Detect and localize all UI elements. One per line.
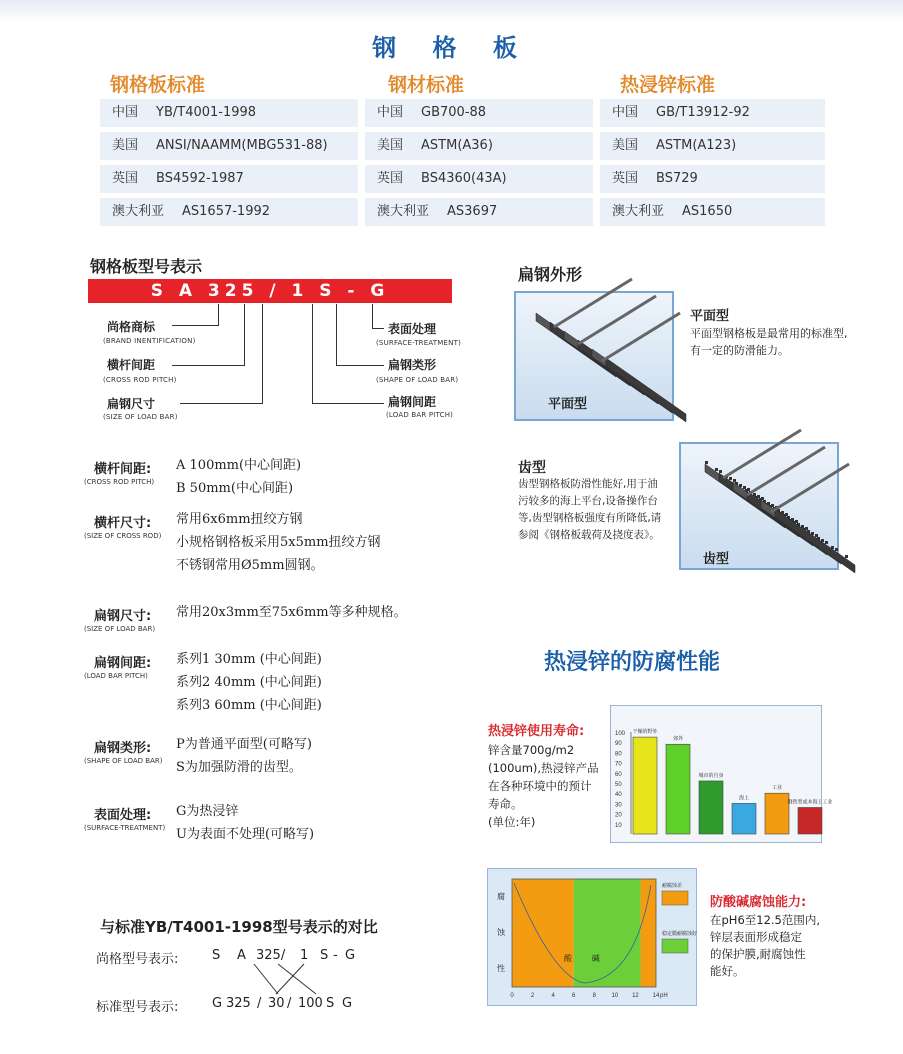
def-value: U为表面不处理(可略写) [176, 827, 315, 842]
bar-tooth [719, 470, 722, 473]
y-tick-label: 40 [615, 792, 622, 799]
code-part: / [287, 996, 292, 1011]
def-sub: (SHAPE OF LOAD BAR) [84, 757, 163, 765]
x-tick-label: 8 [592, 993, 596, 999]
std-code: ANSI/NAAMM(MBG531-88) [156, 138, 328, 153]
label-size-en: (SIZE OF LOAD BAR) [103, 413, 178, 421]
label-surface: 表面处理 [388, 322, 437, 336]
cross-rod [602, 313, 680, 361]
code-part: S [326, 996, 335, 1011]
top-band [0, 0, 903, 22]
code-part: 100 [298, 996, 323, 1011]
legend-label: 耐腐蚀差 [662, 883, 683, 889]
std-code: AS3697 [447, 204, 498, 219]
acid-line: 在pH6至12.5范围内, [710, 913, 821, 927]
bar-label: 海上 [738, 795, 750, 802]
load-bar [606, 358, 686, 422]
def-label: 表面处理: [94, 808, 152, 823]
ph-chart-svg [488, 869, 696, 1005]
life-line: 在各种环境中的预计 [488, 779, 592, 793]
std-country: 英国 [612, 171, 639, 186]
def-label: 扁钢间距: [94, 656, 152, 671]
bar-tooth [845, 555, 848, 558]
def-value: 系列2 40mm (中心间距) [176, 675, 322, 690]
std-row [600, 99, 825, 127]
tooth-image-frame [679, 442, 839, 570]
std-row [365, 132, 593, 160]
bar-tooth [761, 497, 764, 500]
flat-image-frame [514, 291, 674, 421]
std-code: ASTM(A36) [421, 138, 493, 153]
std-col-title-steel: 钢材标准 [388, 74, 465, 96]
std-row [600, 198, 825, 226]
cross-rod [747, 447, 825, 495]
std-country: 英国 [112, 171, 139, 186]
y-tick-label: 100 [615, 731, 626, 737]
def-sub: (SURFACE-TREATMENT) [84, 824, 166, 832]
def-value: B 50mm(中心间距) [176, 481, 294, 496]
def-value: 不锈钢常用Ø5mm圆钢。 [176, 558, 324, 573]
label-shape-en: (SHAPE OF LOAD BAR) [376, 376, 459, 384]
code-part: 30 [268, 996, 285, 1011]
code-part: G [345, 948, 356, 963]
zone-label: 碱 [591, 954, 600, 963]
x-tick-label: 10 [611, 993, 619, 999]
std-country: 中国 [377, 105, 404, 120]
std-col-title-grating: 钢格板标准 [110, 74, 206, 96]
std-row [100, 132, 358, 160]
std-code: GB700-88 [421, 105, 487, 120]
label-pitch-en: (LOAD BAR PITCH) [386, 411, 454, 419]
acid-title: 防酸碱腐蚀能力: [710, 895, 807, 910]
y-tick-label: 30 [615, 802, 622, 809]
bar-tooth [757, 495, 760, 498]
legend-swatch [662, 891, 688, 905]
std-row [600, 165, 825, 193]
std-row [600, 132, 825, 160]
def-value: S为加强防滑的齿型。 [176, 760, 302, 775]
bar [699, 781, 723, 834]
def-sub: (SIZE OF CROSS ROD) [84, 532, 162, 540]
flat-desc: 平面型钢格板是最常用的标准型,有一定的防滑能力。 [690, 327, 848, 357]
x-tick-label: 12 [632, 993, 639, 999]
flatbar-heading: 扁钢外形 [518, 265, 583, 284]
comparison-row2-label: 标准型号表示: [96, 1000, 179, 1015]
bar-tooth [815, 534, 818, 537]
def-value: P为普通平面型(可略写) [176, 737, 312, 752]
label-brand: 尚格商标 [107, 320, 156, 334]
legend-swatch [662, 939, 688, 953]
code-part: - [333, 948, 338, 963]
label-surface-en: (SURFACE-TREATMENT) [376, 339, 461, 347]
bar-tooth [771, 504, 774, 507]
x-tick-label: 6 [572, 993, 576, 999]
std-code: BS4592-1987 [156, 171, 244, 186]
anticorrosion-heading: 热浸锌的防腐性能 [544, 650, 721, 675]
std-code: AS1657-1992 [182, 204, 271, 219]
std-code: GB/T13912-92 [656, 105, 750, 120]
bar-tooth [729, 477, 732, 480]
def-value: G为热浸锌 [176, 804, 239, 819]
stable-zone [574, 879, 641, 987]
def-sub: (LOAD BAR PITCH) [84, 672, 148, 680]
def-value: A 100mm(中心间距) [176, 458, 302, 473]
flat-caption: 平面型 [548, 397, 588, 412]
std-country: 澳大利亚 [377, 204, 430, 219]
code-part: S [212, 948, 221, 963]
std-col-title-galv: 热浸锌标准 [620, 74, 716, 96]
std-country: 中国 [612, 105, 639, 120]
bar-tooth [705, 461, 708, 464]
cross-rod [723, 430, 801, 478]
life-line: 锌含量700g/m2 [488, 743, 575, 757]
y-tick-label: 20 [615, 812, 622, 819]
y-tick-label: 50 [615, 782, 622, 788]
x-tick-label: 14 [652, 993, 660, 999]
y-tick-label: 60 [615, 771, 622, 778]
comparison-heading: 与标准YB/T4001-1998型号表示的对比 [100, 918, 378, 936]
bar-label: 工业 [771, 785, 783, 792]
life-title: 热浸锌使用寿命: [488, 724, 585, 739]
bar-tooth [747, 488, 750, 491]
cross-rod [554, 279, 632, 327]
y-axis-char: 腐 [497, 892, 505, 901]
code-part: 325 [226, 996, 251, 1011]
bar-tooth [795, 520, 798, 523]
acid-line: 的保护膜,耐腐蚀性 [710, 947, 806, 961]
life-chart-svg [611, 706, 833, 842]
y-tick-label: 10 [615, 822, 622, 829]
y-tick-label: 70 [615, 761, 622, 768]
label-brand-en: (BRAND INENTIFICATION) [103, 337, 196, 345]
x-axis-label: pH [660, 993, 668, 999]
code-part: G [212, 996, 223, 1011]
bar-tooth [825, 541, 828, 544]
std-country: 美国 [377, 138, 404, 153]
cross-rod [578, 296, 656, 344]
flat-title: 平面型 [690, 309, 730, 324]
acid-line: 能好。 [710, 964, 745, 978]
life-line: 寿命。 [488, 797, 523, 811]
bar [798, 807, 822, 834]
def-value: 系列3 60mm (中心间距) [176, 698, 322, 713]
model-code-bar: S A 325 / 1 S - G [88, 279, 452, 303]
tooth-caption: 齿型 [703, 552, 730, 567]
label-cross: 横杆间距 [107, 358, 156, 372]
load-bar [775, 509, 855, 573]
life-line: (100um),热浸锌产品 [488, 761, 599, 775]
code-part: G [342, 996, 353, 1011]
std-row [365, 165, 593, 193]
cross-rod [771, 464, 849, 512]
std-code: ASTM(A123) [656, 138, 737, 153]
ph-chart [487, 868, 697, 1006]
bar-label: 郊外 [672, 736, 684, 743]
bar-label: 干燥的野外 [632, 729, 658, 736]
label-shape: 扁钢类形 [388, 358, 437, 372]
def-value: 常用6x6mm扭绞方钢 [176, 512, 303, 527]
y-axis-char: 蚀 [497, 928, 505, 937]
tooth-title: 齿型 [518, 460, 546, 476]
bar-tooth [805, 527, 808, 530]
y-axis-char: 性 [497, 964, 505, 973]
bar [732, 803, 756, 834]
code-part: 1 [300, 948, 309, 963]
bar-tooth [715, 468, 718, 471]
std-row [100, 198, 358, 226]
model-heading: 钢格板型号表示 [90, 257, 203, 276]
x-tick-label: 0 [510, 993, 514, 999]
bar-label: 钢铁型或本海上工业 [787, 799, 833, 806]
life-line: (单位:年) [488, 815, 536, 829]
label-size: 扁钢尺寸 [107, 397, 156, 411]
def-sub: (SIZE OF LOAD BAR) [84, 625, 156, 633]
def-value: 系列1 30mm (中心间距) [176, 652, 322, 667]
x-tick-label: 4 [551, 993, 555, 999]
tooth-desc: 齿型钢格板防滑性能好,用于油污较多的海上平台,设备操作台等,齿型钢格板强度有所降低,请参阅《钢格板载荷及挠度表》。 [518, 478, 662, 541]
zone-label: 酸 [564, 954, 572, 963]
std-code: BS729 [656, 171, 698, 186]
bar [765, 793, 789, 834]
std-country: 中国 [112, 105, 139, 120]
alkali-zone [641, 879, 656, 987]
comparison-row1-label: 尚格型号表示: [96, 952, 179, 967]
code-part: 325/ [256, 948, 286, 963]
def-sub: (CROSS ROD PITCH) [84, 478, 155, 486]
bar-tooth [733, 479, 736, 482]
bar-tooth [785, 513, 788, 516]
life-chart [610, 705, 833, 843]
y-tick-label: 80 [615, 751, 622, 758]
flat-grating-image [516, 293, 672, 419]
std-country: 英国 [377, 171, 404, 186]
def-label: 扁钢类形: [94, 741, 152, 756]
def-value: 小规格钢格板采用5x5mm扭绞方钢 [176, 535, 381, 550]
def-label: 横杆间距: [94, 462, 152, 477]
std-code: AS1650 [682, 204, 733, 219]
label-cross-en: (CROSS ROD PITCH) [103, 376, 177, 384]
std-row [100, 99, 358, 127]
std-country: 澳大利亚 [612, 204, 665, 219]
code-part: S [320, 948, 329, 963]
std-code: YB/T4001-1998 [156, 105, 257, 120]
bar-label: 城市的自身 [698, 772, 724, 779]
bar [666, 744, 690, 834]
def-value: 常用20x3mm至75x6mm等多种规格。 [176, 605, 407, 620]
bar [633, 737, 657, 834]
std-row [365, 198, 593, 226]
std-row [365, 99, 593, 127]
def-label: 扁钢尺寸: [94, 609, 152, 624]
comparison-cross-lines [200, 962, 370, 998]
page-title: 钢 格 板 [372, 34, 531, 62]
y-tick-label: 90 [615, 741, 622, 748]
code-part: A [237, 948, 246, 963]
def-label: 横杆尺寸: [94, 516, 152, 531]
bar-tooth [835, 548, 838, 551]
code-part: / [257, 996, 262, 1011]
std-country: 澳大利亚 [112, 204, 165, 219]
std-code: BS4360(43A) [421, 171, 507, 186]
x-tick-label: 2 [530, 993, 535, 999]
label-pitch: 扁钢间距 [388, 395, 437, 409]
acid-line: 锌层表面形成稳定 [710, 930, 802, 944]
std-country: 美国 [612, 138, 639, 153]
legend-label: 稳定膜耐腐蚀好 [662, 931, 698, 937]
std-row [100, 165, 358, 193]
bar-tooth [743, 486, 746, 489]
std-country: 美国 [112, 138, 139, 153]
